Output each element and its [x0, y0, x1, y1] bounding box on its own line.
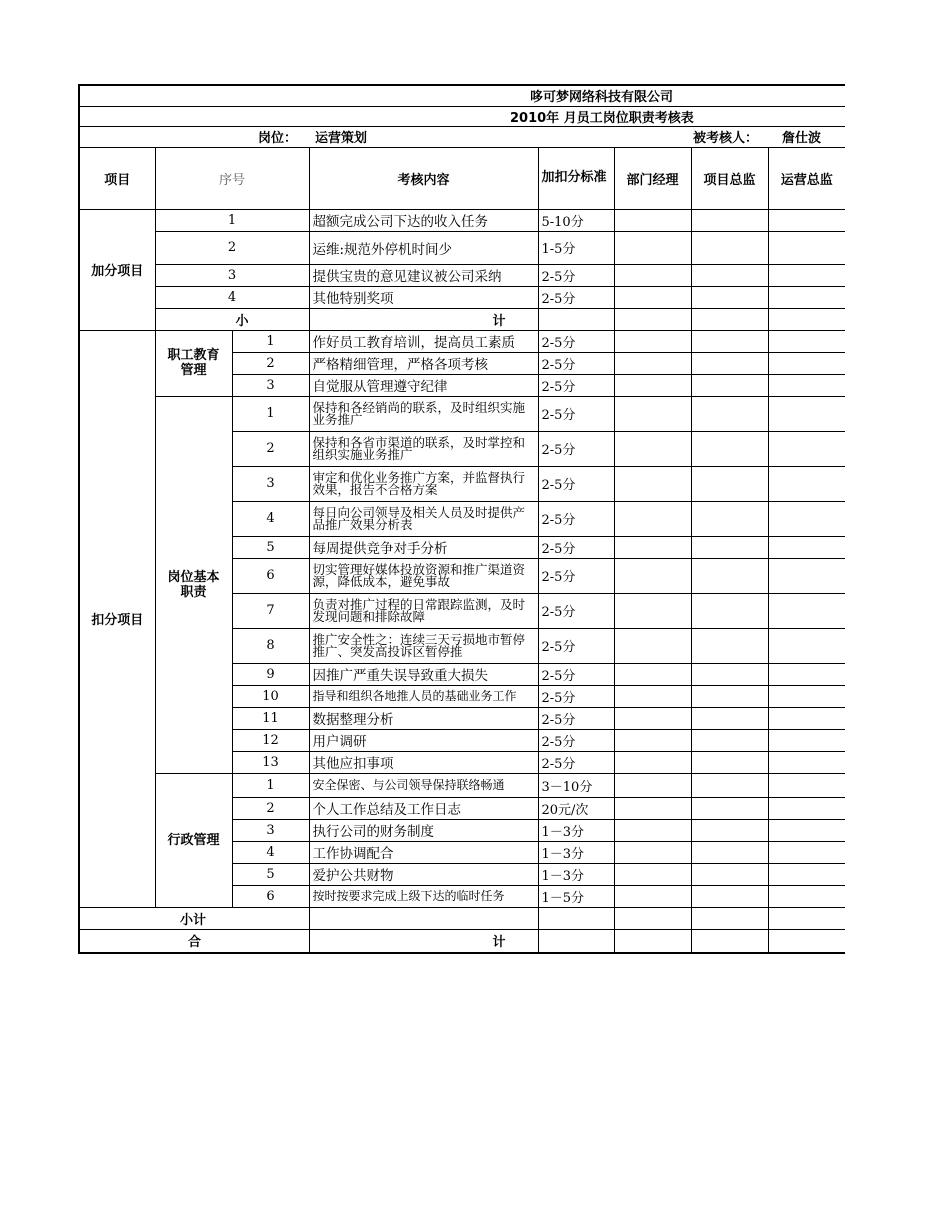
row-content: 审定和优化业务推广方案，并监督执行效果，报告不合格方案	[309, 466, 538, 501]
deduct-subtotal-row	[79, 907, 845, 929]
score-ops-cell	[768, 819, 845, 841]
row-number: 10	[232, 685, 309, 707]
score-project-cell	[691, 797, 768, 819]
row-number: 1	[232, 330, 309, 352]
score-dept-cell	[614, 885, 691, 907]
row-standard: 2-5分	[538, 330, 614, 352]
score-dept-cell	[614, 396, 691, 431]
header-content: 考核内容	[309, 147, 538, 209]
score-ops-cell	[768, 593, 845, 628]
row-number: 11	[232, 707, 309, 729]
row-content: 推广安全性之：连续三天亏损地市暂停推广、突发高投诉区暂停推	[309, 628, 538, 663]
score-dept-cell	[614, 707, 691, 729]
score-dept-cell	[614, 593, 691, 628]
score-ops-cell	[768, 352, 845, 374]
score-project-cell	[691, 663, 768, 685]
score-dept-cell	[614, 352, 691, 374]
row-content: 保持和各经销尚的联系，及时组织实施业务推广	[309, 396, 538, 431]
score-ops-cell	[768, 558, 845, 593]
table-row	[79, 773, 845, 797]
score-dept-cell	[614, 330, 691, 352]
row-number: 6	[232, 558, 309, 593]
row-standard: 2-5分	[538, 431, 614, 466]
score-dept-cell	[614, 628, 691, 663]
score-ops-cell	[768, 663, 845, 685]
table-row	[79, 264, 845, 286]
deduct-subtotal-content	[309, 907, 538, 929]
score-dept-cell	[614, 797, 691, 819]
row-standard: 2-5分	[538, 466, 614, 501]
row-number: 3	[232, 466, 309, 501]
row-standard: 1－5分	[538, 885, 614, 907]
score-dept-cell	[614, 751, 691, 773]
deduct-subtotal-label: 小计	[79, 907, 309, 929]
header-ops-director: 运营总监	[768, 147, 845, 209]
row-standard: 1－3分	[538, 819, 614, 841]
row-number: 2	[232, 352, 309, 374]
score-project-cell	[691, 593, 768, 628]
assessee-label: 被考核人：	[693, 131, 759, 146]
bonus-subtotal-right: 计	[309, 308, 538, 330]
row-number: 2	[232, 431, 309, 466]
row-content: 用户调研	[309, 729, 538, 751]
deduct-subtotal-dept-cell	[614, 907, 691, 929]
score-project-cell	[691, 819, 768, 841]
score-dept-cell	[614, 264, 691, 286]
row-content: 安全保密、与公司领导保持联络畅通	[309, 773, 538, 797]
row-content: 执行公司的财务制度	[309, 819, 538, 841]
row-standard: 1－3分	[538, 863, 614, 885]
score-dept-cell	[614, 431, 691, 466]
row-content: 负责对推广过程的日常跟踪监测，及时发现问题和排除故障	[309, 593, 538, 628]
score-ops-cell	[768, 286, 845, 308]
row-content: 严格精细管理，严格各项考核	[309, 352, 538, 374]
row-standard: 2-5分	[538, 536, 614, 558]
company-name: 哆可梦网络科技有限公司	[79, 85, 845, 106]
score-ops-cell	[768, 707, 845, 729]
row-content: 爱护公共财物	[309, 863, 538, 885]
score-project-cell	[691, 536, 768, 558]
row-standard: 2-5分	[538, 729, 614, 751]
row-number: 1	[232, 396, 309, 431]
row-content: 运维:规范外停机时间少	[309, 231, 538, 264]
score-project-cell	[691, 286, 768, 308]
score-project-cell	[691, 431, 768, 466]
row-content: 按时按要求完成上级下达的临时任务	[309, 885, 538, 907]
score-ops-cell	[768, 209, 845, 231]
row-number: 7	[232, 593, 309, 628]
deduct-subtotal-std	[538, 907, 614, 929]
row-number: 5	[232, 863, 309, 885]
score-dept-cell	[614, 729, 691, 751]
score-ops-cell	[768, 751, 845, 773]
score-project-cell	[691, 501, 768, 536]
score-dept-cell	[614, 501, 691, 536]
header-project: 项目	[79, 147, 155, 209]
row-standard: 20元/次	[538, 797, 614, 819]
score-dept-cell	[614, 685, 691, 707]
row-standard: 1－3分	[538, 841, 614, 863]
header-seq: 序号	[155, 147, 309, 209]
row-content: 因推广严重失误导致重大损失	[309, 663, 538, 685]
deduct-section-label: 扣分项目	[79, 330, 155, 907]
score-project-cell	[691, 685, 768, 707]
score-project-cell	[691, 751, 768, 773]
row-standard: 2-5分	[538, 396, 614, 431]
row-standard: 2-5分	[538, 593, 614, 628]
header-standard: 加扣分标准	[538, 147, 614, 209]
row-standard: 2-5分	[538, 663, 614, 685]
deduct-subtotal-ops-cell	[768, 907, 845, 929]
score-project-cell	[691, 374, 768, 396]
table-row	[79, 231, 845, 264]
row-number: 13	[232, 751, 309, 773]
row-number: 6	[232, 885, 309, 907]
row-standard: 3－10分	[538, 773, 614, 797]
row-number: 2	[232, 797, 309, 819]
row-content: 作好员工教育培训，提高员工素质	[309, 330, 538, 352]
row-number: 9	[232, 663, 309, 685]
score-ops-cell	[768, 773, 845, 797]
bonus-subtotal-dept-cell	[614, 308, 691, 330]
score-ops-cell	[768, 330, 845, 352]
position-label: 岗位：	[258, 131, 298, 146]
grand-total-std	[538, 929, 614, 953]
score-ops-cell	[768, 264, 845, 286]
row-standard: 2-5分	[538, 352, 614, 374]
score-ops-cell	[768, 536, 845, 558]
row-number: 8	[232, 628, 309, 663]
score-ops-cell	[768, 685, 845, 707]
row-content: 个人工作总结及工作日志	[309, 797, 538, 819]
score-dept-cell	[614, 231, 691, 264]
score-ops-cell	[768, 863, 845, 885]
row-content: 切实管理好媒体投放资源和推广渠道资源，降低成本，避免事故	[309, 558, 538, 593]
score-dept-cell	[614, 466, 691, 501]
row-number: 5	[232, 536, 309, 558]
header-dept-manager: 部门经理	[614, 147, 691, 209]
row-content: 其他应扣事项	[309, 751, 538, 773]
score-ops-cell	[768, 628, 845, 663]
score-project-cell	[691, 231, 768, 264]
score-project-cell	[691, 558, 768, 593]
row-content: 保持和各省市渠道的联系，及时掌控和组织实施业务推广	[309, 431, 538, 466]
score-ops-cell	[768, 729, 845, 751]
form-title: 2010年 月员工岗位职责考核表	[79, 106, 845, 126]
score-ops-cell	[768, 841, 845, 863]
row-number: 4	[232, 841, 309, 863]
row-number: 2	[155, 231, 309, 264]
score-ops-cell	[768, 797, 845, 819]
score-project-cell	[691, 264, 768, 286]
row-content: 超额完成公司下达的收入任务	[309, 209, 538, 231]
score-ops-cell	[768, 466, 845, 501]
score-ops-cell	[768, 396, 845, 431]
row-content: 工作协调配合	[309, 841, 538, 863]
position-value: 运营策划	[315, 131, 368, 146]
row-number: 12	[232, 729, 309, 751]
score-dept-cell	[614, 558, 691, 593]
row-content: 数据整理分析	[309, 707, 538, 729]
row-standard: 2-5分	[538, 286, 614, 308]
row-standard: 2-5分	[538, 558, 614, 593]
score-project-cell	[691, 396, 768, 431]
row-standard: 5-10分	[538, 209, 614, 231]
score-project-cell	[691, 863, 768, 885]
score-ops-cell	[768, 431, 845, 466]
score-dept-cell	[614, 841, 691, 863]
row-content: 每周提供竞争对手分析	[309, 536, 538, 558]
score-ops-cell	[768, 885, 845, 907]
score-ops-cell	[768, 501, 845, 536]
row-standard: 1-5分	[538, 231, 614, 264]
row-standard: 2-5分	[538, 501, 614, 536]
row-number: 4	[155, 286, 309, 308]
total-left: 合	[79, 929, 309, 953]
row-content: 自觉服从管理遵守纪律	[309, 374, 538, 396]
row-content: 其他特别奖项	[309, 286, 538, 308]
score-dept-cell	[614, 536, 691, 558]
score-dept-cell	[614, 819, 691, 841]
score-project-cell	[691, 885, 768, 907]
bonus-section-label: 加分项目	[79, 209, 155, 330]
assessee-value: 詹仕波	[782, 131, 822, 146]
score-ops-cell	[768, 374, 845, 396]
score-dept-cell	[614, 863, 691, 885]
bonus-subtotal-row	[79, 308, 845, 330]
table-row	[79, 209, 845, 231]
grand-total-project-cell	[691, 929, 768, 953]
row-standard: 2-5分	[538, 264, 614, 286]
table-row	[79, 330, 845, 352]
grand-total-row	[79, 929, 845, 953]
row-content: 指导和组织各地推人员的基础业务工作	[309, 685, 538, 707]
row-number: 3	[232, 819, 309, 841]
total-right: 计	[309, 929, 538, 953]
group-name: 行政管理	[155, 773, 232, 907]
score-project-cell	[691, 729, 768, 751]
table-row	[79, 396, 845, 431]
row-number: 4	[232, 501, 309, 536]
score-project-cell	[691, 841, 768, 863]
table-row	[79, 286, 845, 308]
header-project-director: 项目总监	[691, 147, 768, 209]
row-number: 1	[232, 773, 309, 797]
row-content: 提供宝贵的意见建议被公司采纳	[309, 264, 538, 286]
score-project-cell	[691, 352, 768, 374]
info-row	[79, 126, 845, 147]
row-number: 1	[155, 209, 309, 231]
score-project-cell	[691, 466, 768, 501]
row-number: 3	[232, 374, 309, 396]
group-name: 岗位基本职责	[155, 396, 232, 773]
row-standard: 2-5分	[538, 374, 614, 396]
score-dept-cell	[614, 286, 691, 308]
assessment-form-table	[78, 84, 845, 954]
score-project-cell	[691, 773, 768, 797]
row-standard: 2-5分	[538, 707, 614, 729]
bonus-subtotal-ops-cell	[768, 308, 845, 330]
score-project-cell	[691, 628, 768, 663]
row-number: 3	[155, 264, 309, 286]
score-project-cell	[691, 330, 768, 352]
grand-total-dept-cell	[614, 929, 691, 953]
bonus-subtotal-std	[538, 308, 614, 330]
score-dept-cell	[614, 773, 691, 797]
score-dept-cell	[614, 209, 691, 231]
row-standard: 2-5分	[538, 685, 614, 707]
row-content: 每日向公司领导及相关人员及时提供产品推广效果分析表	[309, 501, 538, 536]
score-dept-cell	[614, 374, 691, 396]
score-dept-cell	[614, 663, 691, 685]
grand-total-ops-cell	[768, 929, 845, 953]
row-standard: 2-5分	[538, 751, 614, 773]
score-project-cell	[691, 707, 768, 729]
deduct-subtotal-project-cell	[691, 907, 768, 929]
bonus-subtotal-left: 小	[155, 308, 309, 330]
bonus-subtotal-project-cell	[691, 308, 768, 330]
row-standard: 2-5分	[538, 628, 614, 663]
score-project-cell	[691, 209, 768, 231]
score-ops-cell	[768, 231, 845, 264]
group-name: 职工教育管理	[155, 330, 232, 396]
